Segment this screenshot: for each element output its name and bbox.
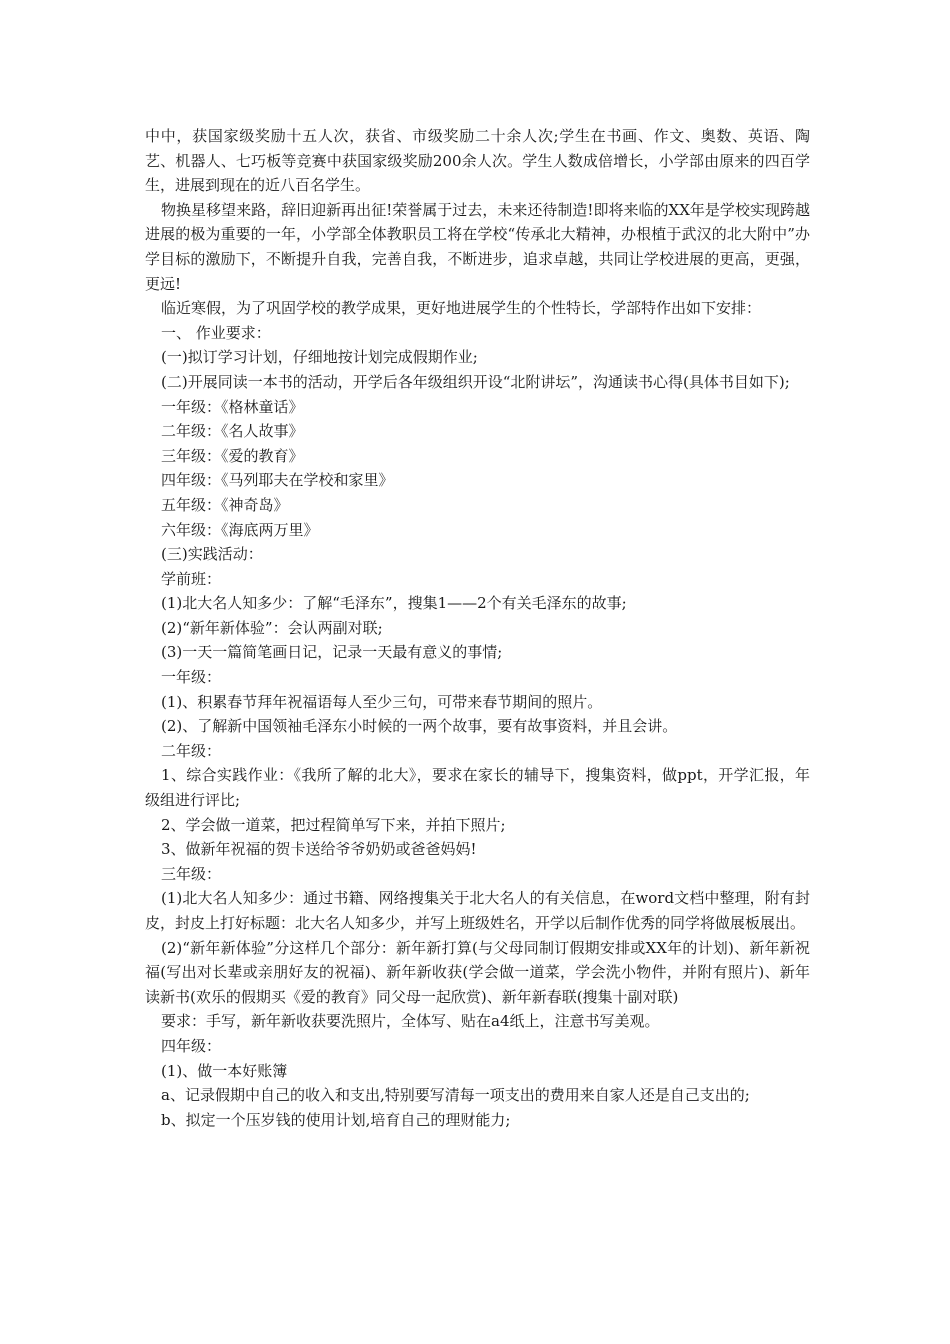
book-list-item: 五年级：《神奇岛》 xyxy=(161,495,289,514)
activity-item: (1)、做一本好账簿 xyxy=(161,1061,288,1080)
activity-item: (3)一天一篇简笔画日记，记录一天最有意义的事情; xyxy=(161,643,503,662)
activity-item: (2)“新年新体验”：会认两副对联; xyxy=(161,618,383,637)
subsection-heading: (三)实践活动： xyxy=(161,545,263,564)
book-list-item: 二年级：《名人故事》 xyxy=(161,422,304,441)
requirement-note: 要求：手写，新年新收获要洗照片，全体写、贴在a4纸上，注意书写美观。 xyxy=(161,1012,660,1031)
grade-heading: 四年级： xyxy=(161,1036,222,1055)
paragraph: 中中，获国家级奖励十五人次，获省、市级奖励二十余人次;学生在书画、作文、奥数、英语、陶艺、机器人、七巧板等竞赛中获国家级奖励200余人次。学生人数成倍增长，小学部由原来的四百学生，进展到现在的近八百名学生。 xyxy=(145,127,810,195)
activity-item: (2)、了解新中国领袖毛泽东小时候的一两个故事，要有故事资料，并且会讲。 xyxy=(161,717,678,736)
book-list-item: 六年级：《海底两万里》 xyxy=(161,520,319,539)
grade-heading: 三年级： xyxy=(161,864,222,883)
paragraph: (二)开展同读一本书的活动，开学后各年级组织开设“北附讲坛”，沟通读书心得(具体书目如下); xyxy=(161,372,790,391)
paragraph: (一)拟订学习计划，仔细地按计划完成假期作业; xyxy=(161,348,478,367)
activity-item: (1)北大名人知多少：通过书籍、网络搜集关于北大名人的有关信息，在word文档中整理，附有封皮，封皮上打好标题：北大名人知多少，并写上班级姓名，开学以后制作优秀的同学将做展板展出。 xyxy=(145,889,810,932)
grade-heading: 学前班： xyxy=(161,569,222,588)
section-heading: 一、 作业要求： xyxy=(161,323,271,342)
book-list-item: 四年级：《马列耶夫在学校和家里》 xyxy=(161,471,394,490)
paragraph: 临近寒假，为了巩固学校的教学成果，更好地进展学生的个性特长，学部特作出如下安排： xyxy=(161,299,762,318)
book-list-item: 一年级：《格林童话》 xyxy=(161,397,304,416)
paragraph: 物换星移望来路，辞旧迎新再出征!荣誉属于过去，未来还待制造!即将来临的XX年是学校实现跨越进展的极为重要的一年，小学部全体教职员工将在学校“传承北大精神，办根植于武汉的北大附中”办学目标的激励下，不断提升自我，完善自我，不断进步，追求卓越，共同让学校进展的更高，更强，更远! xyxy=(145,200,810,293)
grade-heading: 二年级： xyxy=(161,741,222,760)
document-page xyxy=(145,124,810,1132)
grade-heading: 一年级： xyxy=(161,668,222,687)
activity-item: (2)“新年新体验”分这样几个部分：新年新打算(与父母同制订假期安排或XX年的计划)、新年新祝福(写出对长辈或亲朋好友的祝福)、新年新收获(学会做一道菜，学会洗小物件，并附有照片)、新年读新书(欢乐的假期买《爱的教育》同父母一起欣赏)、新年新春联(搜集十副对联) xyxy=(145,938,810,1006)
activity-item: 2、学会做一道菜，把过程简单写下来，并拍下照片; xyxy=(161,815,506,834)
activity-subitem: a、记录假期中自己的收入和支出,特别要写清每一项支出的费用来自家人还是自己支出的; xyxy=(161,1086,750,1105)
activity-item: 3、做新年祝福的贺卡送给爷爷奶奶或爸爸妈妈! xyxy=(161,840,477,859)
activity-item: 1、综合实践作业：《我所了解的北大》，要求在家长的辅导下，搜集资料，做ppt，开学汇报，年级组进行评比; xyxy=(145,766,810,810)
activity-subitem: b、拟定一个压岁钱的使用计划,培育自己的理财能力; xyxy=(161,1110,511,1129)
activity-item: (1)、积累春节拜年祝福语每人至少三句，可带来春节期间的照片。 xyxy=(161,692,603,711)
book-list-item: 三年级：《爱的教育》 xyxy=(161,446,304,465)
activity-item: (1)北大名人知多少：了解“毛泽东”，搜集1——2个有关毛泽东的故事; xyxy=(161,594,627,613)
